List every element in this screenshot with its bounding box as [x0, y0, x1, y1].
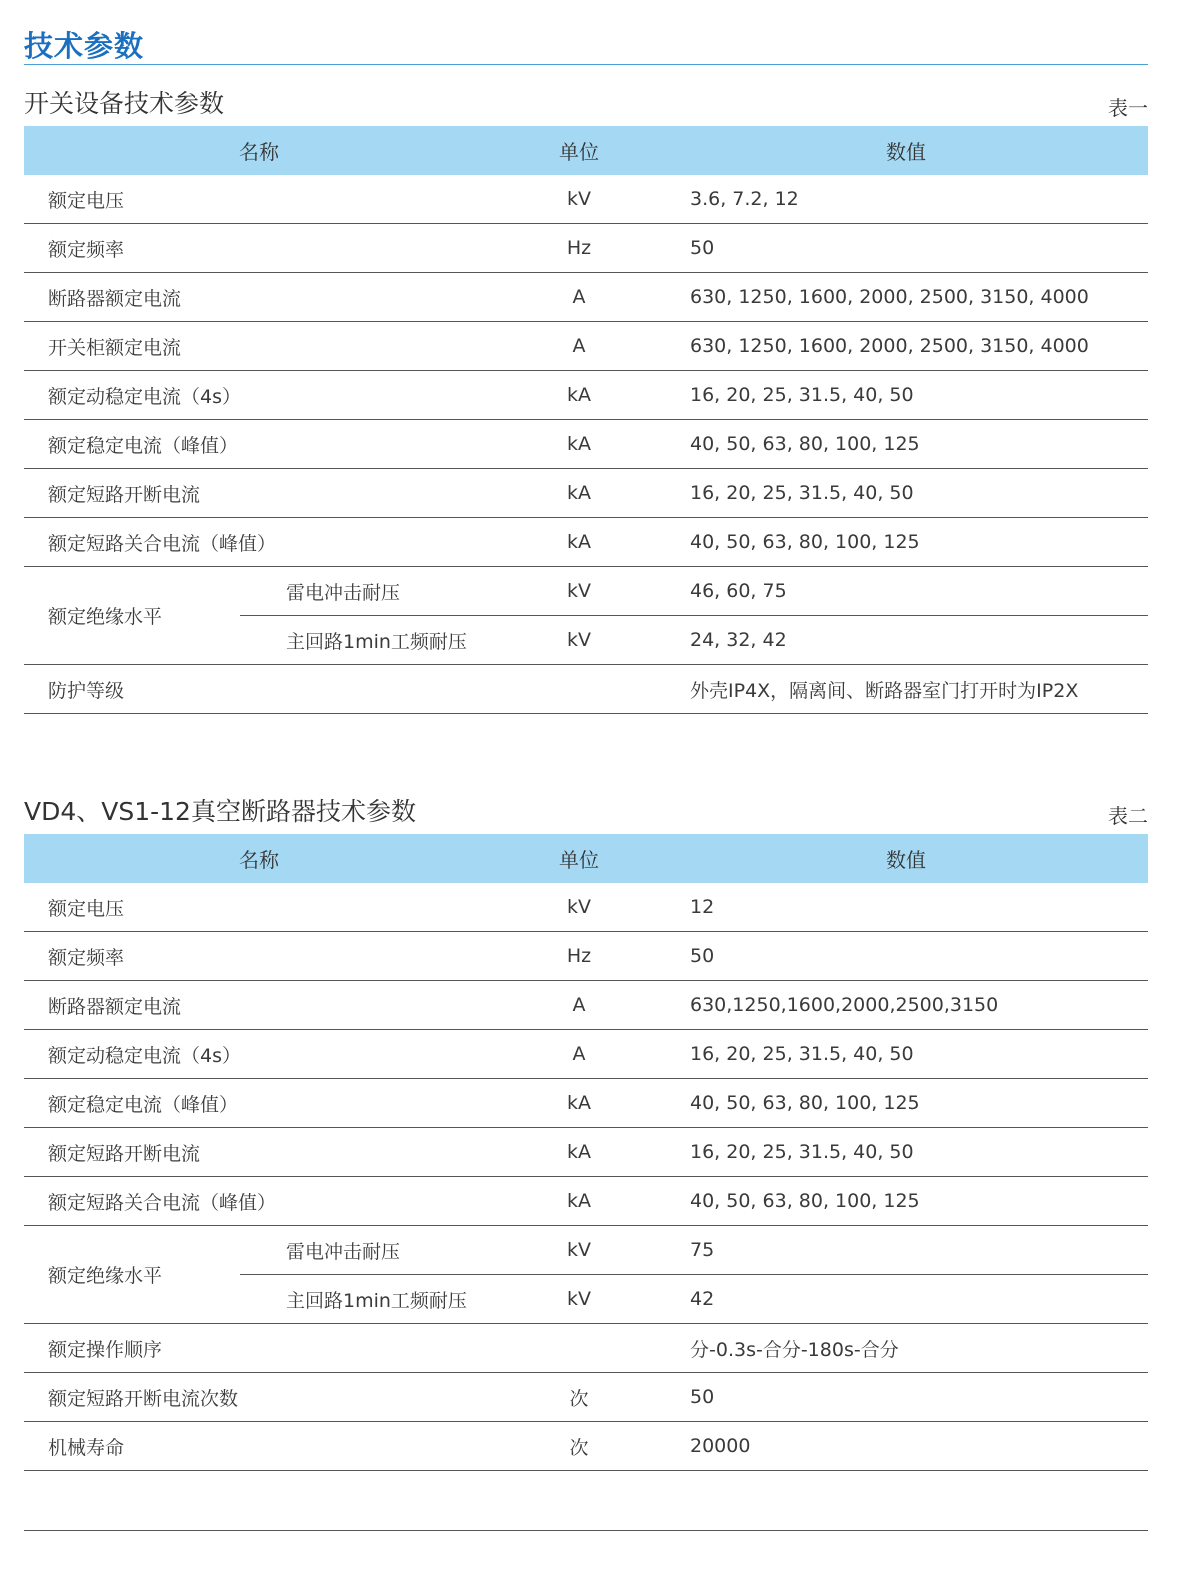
table-row — [24, 932, 1148, 981]
param-name: 额定短路开断电流 — [24, 469, 494, 518]
param-unit: 次 — [494, 1422, 664, 1471]
section-switchgear-params — [24, 84, 1148, 714]
param-name: 额定短路开断电流 — [24, 1128, 494, 1177]
param-unit: kV — [494, 567, 664, 616]
table-row — [24, 883, 1148, 932]
param-value: 分-0.3s-合分-180s-合分 — [664, 1324, 1148, 1373]
header-name: 名称 — [24, 126, 494, 175]
table-row — [24, 518, 1148, 567]
table-row — [24, 175, 1148, 224]
bottom-divider — [24, 1530, 1148, 1531]
param-unit: Hz — [494, 224, 664, 273]
param-value: 630, 1250, 1600, 2000, 2500, 3150, 4000 — [664, 322, 1148, 371]
section-breaker-params — [24, 792, 1148, 1471]
param-value: 16, 20, 25, 31.5, 40, 50 — [664, 1128, 1148, 1177]
table-row — [24, 1373, 1148, 1422]
param-name: 额定绝缘水平 — [24, 1226, 240, 1324]
table-row — [24, 224, 1148, 273]
table-row — [24, 371, 1148, 420]
table-row — [24, 1177, 1148, 1226]
header-unit: 单位 — [494, 126, 664, 175]
param-value: 16, 20, 25, 31.5, 40, 50 — [664, 469, 1148, 518]
header-unit: 单位 — [494, 834, 664, 883]
table-row — [24, 1422, 1148, 1471]
param-unit: A — [494, 322, 664, 371]
table-row — [24, 1030, 1148, 1079]
param-unit — [494, 1324, 664, 1373]
param-value: 24, 32, 42 — [664, 616, 1148, 665]
param-unit: A — [494, 1030, 664, 1079]
param-unit: kV — [494, 616, 664, 665]
header-value: 数值 — [664, 126, 1148, 175]
param-name: 额定电压 — [24, 883, 494, 932]
param-name: 额定频率 — [24, 224, 494, 273]
param-value: 外壳IP4X，隔离间、断路器室门打开时为IP2X — [664, 665, 1148, 714]
param-value: 40, 50, 63, 80, 100, 125 — [664, 518, 1148, 567]
table-row — [24, 1324, 1148, 1373]
param-name: 额定稳定电流（峰值） — [24, 420, 494, 469]
param-unit: A — [494, 273, 664, 322]
param-name: 额定电压 — [24, 175, 494, 224]
table-row — [24, 469, 1148, 518]
param-unit: kA — [494, 469, 664, 518]
param-unit: kV — [494, 1226, 664, 1275]
param-name: 额定绝缘水平 — [24, 567, 240, 665]
param-value: 3.6, 7.2, 12 — [664, 175, 1148, 224]
table-row — [24, 981, 1148, 1030]
param-name: 机械寿命 — [24, 1422, 494, 1471]
table-title: VD4、VS1-12真空断路器技术参数 — [24, 797, 416, 826]
table-body — [24, 175, 1148, 714]
param-name: 断路器额定电流 — [24, 273, 494, 322]
param-value: 40, 50, 63, 80, 100, 125 — [664, 420, 1148, 469]
table-row — [24, 567, 1148, 616]
param-unit: kA — [494, 1128, 664, 1177]
table-row — [24, 322, 1148, 371]
param-value: 75 — [664, 1226, 1148, 1275]
param-value: 630,1250,1600,2000,2500,3150 — [664, 981, 1148, 1030]
table-body — [24, 883, 1148, 1471]
param-name: 额定稳定电流（峰值） — [24, 1079, 494, 1128]
table-row — [24, 665, 1148, 714]
param-unit: kA — [494, 1079, 664, 1128]
param-unit: 次 — [494, 1373, 664, 1422]
title-divider — [24, 64, 1148, 65]
param-value: 630, 1250, 1600, 2000, 2500, 3150, 4000 — [664, 273, 1148, 322]
table-row — [24, 1226, 1148, 1275]
param-unit: kA — [494, 420, 664, 469]
table-row — [24, 420, 1148, 469]
table-row — [24, 1128, 1148, 1177]
param-name: 额定动稳定电流（4s） — [24, 1030, 494, 1079]
table-number: 表一 — [1108, 96, 1148, 120]
spec-table — [24, 126, 1148, 714]
section-header — [24, 84, 1148, 126]
param-unit: kA — [494, 371, 664, 420]
param-name: 额定动稳定电流（4s） — [24, 371, 494, 420]
param-name: 额定短路关合电流（峰值） — [24, 1177, 494, 1226]
param-value: 50 — [664, 1373, 1148, 1422]
table-header — [24, 126, 1148, 175]
param-name: 防护等级 — [24, 665, 494, 714]
param-name: 断路器额定电流 — [24, 981, 494, 1030]
table-title: 开关设备技术参数 — [24, 89, 225, 118]
param-value: 46, 60, 75 — [664, 567, 1148, 616]
header-row — [24, 126, 1148, 175]
param-unit: Hz — [494, 932, 664, 981]
param-unit — [494, 665, 664, 714]
param-unit: kV — [494, 883, 664, 932]
table-row — [24, 273, 1148, 322]
table-row — [24, 1079, 1148, 1128]
param-subname: 主回路1min工频耐压 — [240, 616, 494, 665]
param-value: 40, 50, 63, 80, 100, 125 — [664, 1177, 1148, 1226]
param-unit: kV — [494, 175, 664, 224]
table-header — [24, 834, 1148, 883]
param-name: 额定短路关合电流（峰值） — [24, 518, 494, 567]
param-value: 42 — [664, 1275, 1148, 1324]
param-unit: A — [494, 981, 664, 1030]
section-header — [24, 792, 1148, 834]
page-title: 技术参数 — [24, 29, 145, 63]
param-value: 12 — [664, 883, 1148, 932]
param-value: 16, 20, 25, 31.5, 40, 50 — [664, 1030, 1148, 1079]
header-name: 名称 — [24, 834, 494, 883]
param-subname: 雷电冲击耐压 — [240, 567, 494, 616]
param-name: 开关柜额定电流 — [24, 322, 494, 371]
param-name: 额定短路开断电流次数 — [24, 1373, 494, 1422]
header-row — [24, 834, 1148, 883]
table-number: 表二 — [1108, 804, 1148, 828]
param-name: 额定操作顺序 — [24, 1324, 494, 1373]
param-unit: kV — [494, 1275, 664, 1324]
param-subname: 主回路1min工频耐压 — [240, 1275, 494, 1324]
param-value: 40, 50, 63, 80, 100, 125 — [664, 1079, 1148, 1128]
spec-table — [24, 834, 1148, 1471]
param-name: 额定频率 — [24, 932, 494, 981]
param-unit: kA — [494, 518, 664, 567]
param-subname: 雷电冲击耐压 — [240, 1226, 494, 1275]
param-value: 20000 — [664, 1422, 1148, 1471]
header-value: 数值 — [664, 834, 1148, 883]
param-value: 50 — [664, 932, 1148, 981]
param-value: 50 — [664, 224, 1148, 273]
param-value: 16, 20, 25, 31.5, 40, 50 — [664, 371, 1148, 420]
param-unit: kA — [494, 1177, 664, 1226]
